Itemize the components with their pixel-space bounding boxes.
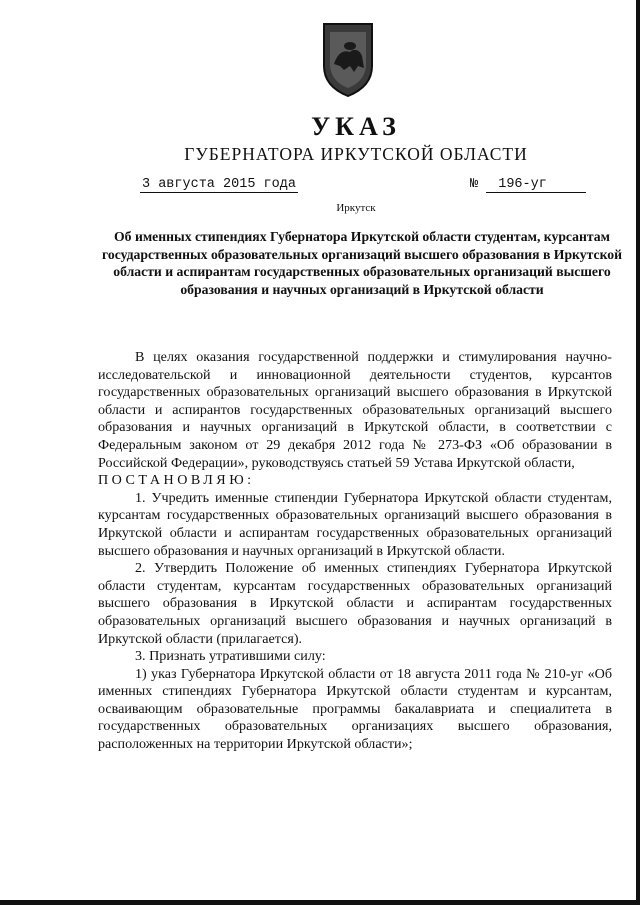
document-date bbox=[140, 177, 298, 192]
preamble-paragraph: В целях оказания государственной поддержки и стимулирования научно-исследовательской и инновационной деятельности студентов, курсантов государственных образовательных организаций высшего образования в Иркутской области и аспирантов государственных образовательных организаций высшего образования и научных организаций в Иркутской области, в соответствии с Федеральным законом от 29 декабря 2012 года № 273-ФЗ «Об образовании в Российской Федерации», руководствуясь статьей 59 Устава Иркутской области, bbox=[98, 349, 612, 471]
item-3-1-paragraph: 1) указ Губернатора Иркутской области от 18 августа 2011 года № 210-уг «Об именных стипендиях Губернатора Иркутской области студентам и курсантам, осваивающим образовательные программы бакалавриата и специалитета в государственных образовательных организациях высшего образования, расположенных на территории Иркутской области»; bbox=[98, 665, 612, 753]
item-3-paragraph: 3. Признать утратившими силу: bbox=[135, 648, 326, 665]
document-city: Иркутск bbox=[336, 202, 376, 214]
coat-of-arms-icon bbox=[320, 22, 376, 98]
document-subtitle: ГУБЕРНАТОРА ИРКУТСКОЙ ОБЛАСТИ bbox=[184, 144, 528, 164]
number-value: 196-уг bbox=[486, 177, 586, 193]
scan-edge-bottom bbox=[0, 900, 640, 905]
document-heading: Об именных стипендиях Губернатора Иркутской области студентам, курсантам государственных образовательных организаций высшего образования в Иркутской области и аспирантам государственных образовательных организаций высшего образования и научных организаций в Иркутской области bbox=[101, 229, 622, 297]
document-body bbox=[98, 349, 612, 754]
date-value: 3 августа 2015 года bbox=[142, 177, 296, 192]
item-2-paragraph: 2. Утвердить Положение об именных стипендиях Губернатора Иркутской области студентам, курсантам государственных образовательных организаций высшего образования в Иркутской области и аспирантам государственных образовательных организаций высшего образования и научных организаций в Иркутской области (прилагается). bbox=[98, 560, 612, 647]
decree-word: ПОСТАНОВЛЯЮ: bbox=[98, 472, 255, 489]
scan-edge-right bbox=[636, 0, 640, 905]
document-title: УКАЗ bbox=[311, 112, 401, 141]
item-1-paragraph: 1. Учредить именные стипендии Губернатора Иркутской области студентам, курсантам государственных образовательных организаций высшего образования в Иркутской области и аспирантам государственных образовательных организаций высшего образования и научных организаций в Иркутской области. bbox=[98, 489, 612, 559]
document-number bbox=[470, 177, 586, 193]
number-label: № bbox=[470, 177, 479, 192]
